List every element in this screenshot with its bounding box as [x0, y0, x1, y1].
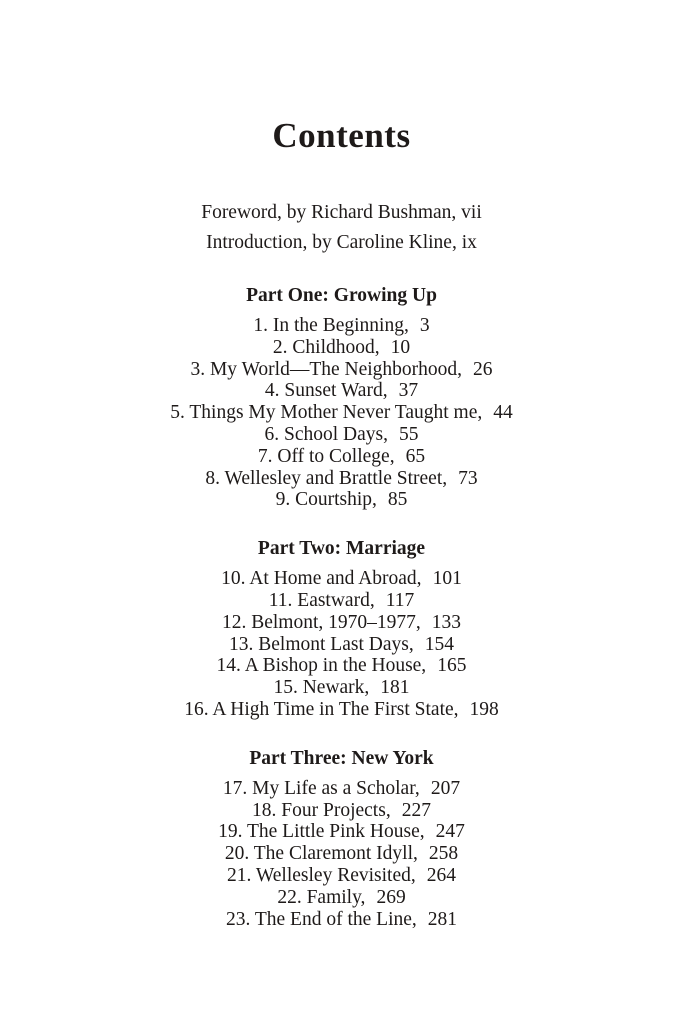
toc-entry [0, 315, 683, 337]
toc-entry-page: 133 [431, 611, 462, 633]
toc-entry-title: 18. Four Projects, [252, 799, 391, 821]
toc-entry [0, 402, 683, 424]
toc-entry-page: 247 [435, 821, 465, 843]
toc-entry-title: 23. The End of the Line, [225, 908, 417, 930]
part-heading: Part One: Growing Up [246, 285, 437, 306]
toc-entry-title: 2. Childhood, [272, 336, 380, 358]
toc-entry-page: 165 [437, 655, 467, 677]
toc-entry-page: 37 [398, 380, 419, 402]
toc-entry-title: 5. Things My Mother Never Taught me, [170, 402, 483, 424]
toc-entry-title: 10. At Home and Abroad, [221, 568, 422, 590]
part-two-section [0, 537, 683, 721]
toc-entry-title: 4. Sunset Ward, [264, 380, 388, 402]
toc-entry-page: 3 [419, 315, 430, 336]
toc-entry-title: 1. In the Beginning, [253, 315, 409, 336]
toc-entry-title: 21. Wellesley Revisited, [227, 864, 416, 886]
toc-entry [0, 380, 683, 402]
toc-entry-page: 181 [380, 677, 410, 699]
frontmatter-section [0, 198, 683, 258]
toc-entry-title: 20. The Claremont Idyll, [224, 843, 418, 865]
toc-entry-page: 85 [387, 489, 408, 511]
toc-entry-page: 44 [493, 402, 513, 424]
toc-entry [0, 677, 683, 699]
toc-entry [0, 909, 683, 931]
toc-entry [0, 655, 683, 677]
toc-entry-title: 15. Newark, [273, 677, 370, 699]
toc-entry-page: 269 [376, 886, 406, 908]
toc-entry [0, 800, 683, 822]
toc-entry-title: 3. My World—The Neighborhood, [190, 358, 463, 380]
toc-entry-page: 10 [390, 336, 411, 358]
part-three-section [0, 747, 683, 931]
toc-entry [0, 337, 683, 359]
toc-entry [0, 612, 683, 634]
toc-entry-title: 7. Off to College, [257, 445, 395, 467]
toc-entry [0, 446, 683, 468]
toc-entry [0, 489, 683, 511]
toc-entry [0, 424, 683, 446]
toc-entry-title: 13. Belmont Last Days, [229, 633, 414, 655]
toc-entry [0, 887, 683, 909]
toc-entry [0, 359, 683, 381]
toc-entry [0, 568, 683, 590]
toc-entry-title: 22. Family, [277, 886, 366, 908]
toc-entry-title: 6. School Days, [264, 423, 388, 445]
toc-entry [0, 468, 683, 490]
toc-entry-page: 264 [426, 864, 456, 886]
toc-entry-page: 207 [430, 777, 461, 799]
toc-entry-page: 227 [401, 799, 431, 821]
toc-entry-title: 12. Belmont, 1970–1977, [221, 611, 421, 633]
page-title: Contents [272, 116, 411, 155]
toc-entry-page: 65 [405, 445, 426, 467]
toc-entry [0, 778, 683, 800]
toc-entry-page: 26 [473, 358, 493, 380]
toc-entry-page: 154 [424, 633, 454, 655]
toc-entry-title: 16. A High Time in The First State, [184, 698, 459, 720]
toc-entry-page: 55 [399, 423, 419, 445]
toc-entry-page: 281 [427, 908, 458, 930]
part-heading: Part Two: Marriage [257, 538, 426, 560]
part-heading: Part Three: New York [249, 747, 434, 769]
part-one-section [0, 284, 683, 511]
toc-entry-title: 11. Eastward, [268, 589, 375, 611]
toc-entry-title: 9. Courtship, [275, 489, 377, 511]
toc-entry [0, 634, 683, 656]
toc-entry [0, 590, 683, 612]
toc-entry-title: 19. The Little Pink House, [218, 821, 425, 843]
frontmatter-entry-introduction: Introduction, by Caroline Kline, ix [206, 232, 477, 253]
toc-entry [0, 843, 683, 865]
toc-entry-page: 258 [428, 843, 459, 865]
toc-entry-title: 8. Wellesley and Brattle Street, [205, 467, 448, 489]
frontmatter-entry-foreword: Foreword, by Richard Bushman, vii [201, 202, 482, 223]
toc-entry-page: 198 [469, 698, 499, 720]
toc-entry [0, 821, 683, 843]
toc-entry-page: 73 [458, 467, 478, 489]
toc-entry-title: 17. My Life as a Scholar, [222, 777, 420, 799]
toc-entry-page: 117 [385, 589, 415, 611]
toc-entry-page: 101 [432, 568, 462, 590]
toc-entry [0, 865, 683, 887]
toc-entry-title: 14. A Bishop in the House, [216, 655, 427, 677]
toc-entry [0, 699, 683, 721]
